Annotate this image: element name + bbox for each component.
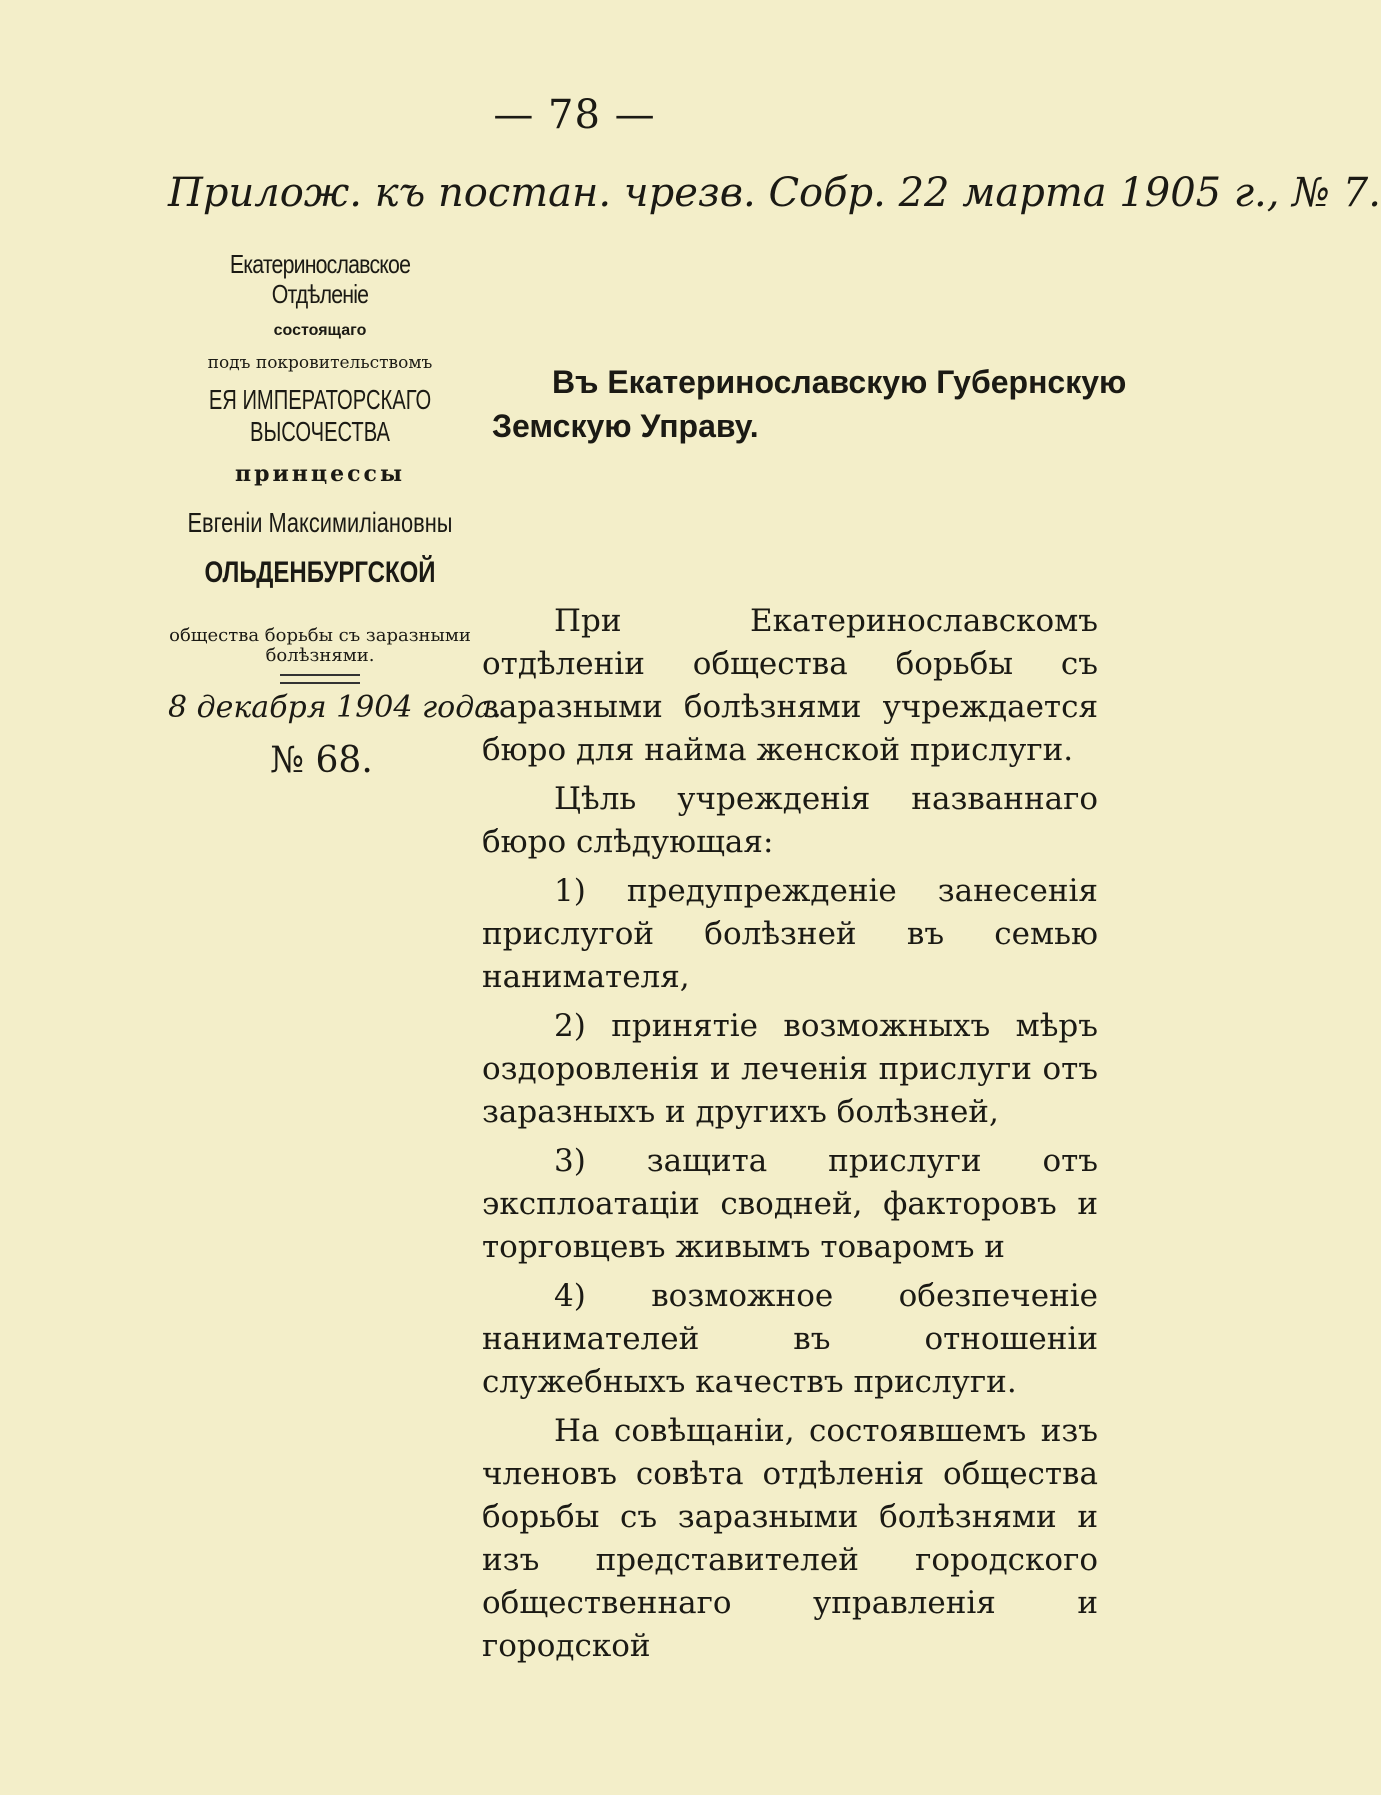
list-item: 3) защита прислуги отъ эксплоатаціи сводней, факторовъ и торговцевъ живымъ товаромъ и bbox=[482, 1143, 1098, 1265]
letter-body bbox=[482, 600, 1098, 1674]
addressee-line-1: Въ Екатеринославскую Губернскую bbox=[552, 364, 1127, 400]
sender-princess-name: Евгеніи Максимиліановны bbox=[187, 507, 453, 539]
sender-department: Екатеринославское Отдѣленіе bbox=[229, 249, 411, 309]
sender-princess-title: принцессы bbox=[235, 461, 405, 488]
list-item: 2) принятіе возможныхъ мѣръ оздоровленія и леченія прислуги отъ заразныхъ и другихъ болѣзней, bbox=[482, 1008, 1098, 1130]
sender-patronage: подъ покровительствомъ bbox=[207, 353, 433, 374]
letter-number: № 68. bbox=[270, 740, 373, 781]
body-paragraph: При Екатеринославскомъ отдѣленіи общества борьбы съ заразными болѣзнями учреждается бюро для найма женской прислуги. bbox=[482, 603, 1098, 768]
list-item: 1) предупрежденіе занесенія прислугой болѣзней въ семью нанимателя, bbox=[482, 873, 1098, 995]
sender-princess-surname: ОЛЬДЕНБУРГСКОЙ bbox=[204, 555, 436, 589]
letter-date: 8 декабря 1904 года. bbox=[168, 690, 502, 725]
appendix-header: Прилож. къ постан. чрезв. Собр. 22 марта 1905 г., № 7. bbox=[168, 170, 1381, 216]
list-item: 4) возможное обезпеченіе нанимателей въ отношеніи служебныхъ качествъ прислуги. bbox=[482, 1278, 1098, 1400]
sender-majesty: ЕЯ ИМПЕРАТОРСКАГО ВЫСОЧЕСТВА bbox=[208, 383, 432, 447]
sender-block bbox=[160, 250, 480, 702]
sender-society: общества борьбы съ заразными болѣзнями. bbox=[169, 625, 471, 666]
body-paragraph: Цѣль учрежденія названнаго бюро слѣдующая: bbox=[482, 781, 1098, 860]
divider-line bbox=[280, 674, 360, 684]
addressee-line-2: Земскую Управу. bbox=[492, 408, 759, 444]
sender-condition: состоящаго bbox=[273, 321, 367, 339]
page-number: — 78 — bbox=[493, 92, 656, 138]
body-paragraph: На совѣщаніи, состоявшемъ изъ членовъ совѣта отдѣленія общества борьбы съ заразными болѣзнями и изъ представителей городского общественнаго управленія и городской bbox=[482, 1413, 1098, 1664]
addressee bbox=[492, 360, 1127, 448]
